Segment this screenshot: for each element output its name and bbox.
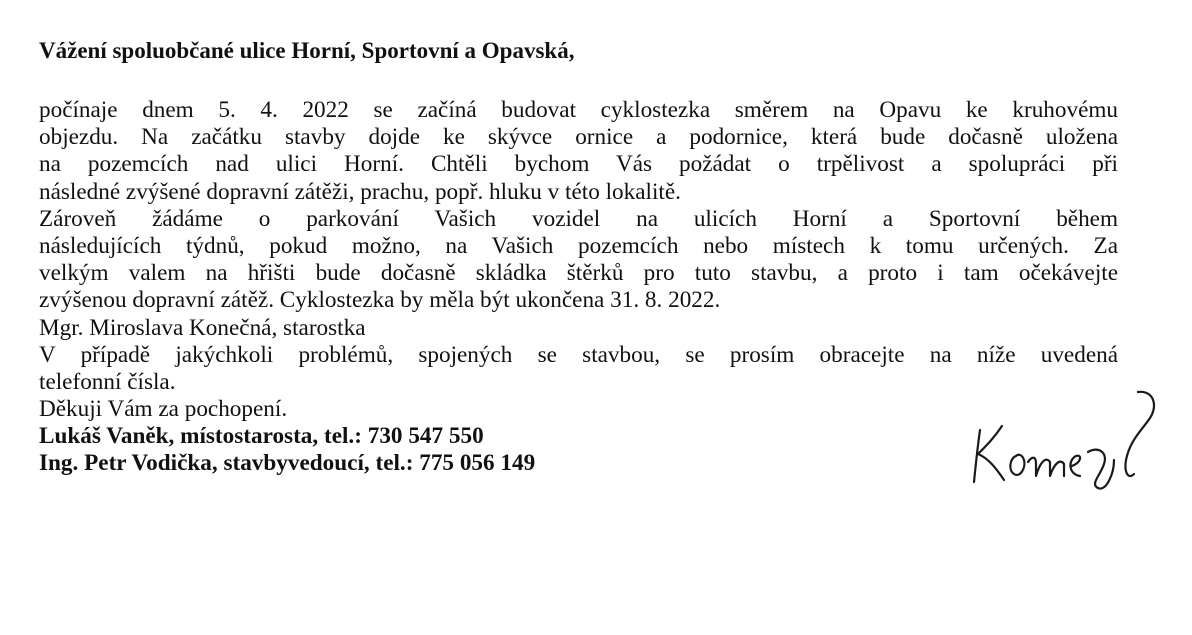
body-line: telefonní čísla. xyxy=(39,368,176,395)
letter-greeting: Vážení spoluobčané ulice Horní, Sportovní a Opavská, xyxy=(39,38,575,63)
mayor-signature-line: Mgr. Miroslava Konečná, starostka xyxy=(39,314,366,341)
handwritten-signature xyxy=(958,382,1178,502)
body-line: počínaje dnem 5. 4. 2022 se začíná budovat cyklostezka směrem na Opavu ke kruhovému xyxy=(39,97,1118,123)
letter-body xyxy=(39,97,1118,478)
thanks-line: Děkuji Vám za pochopení. xyxy=(39,396,288,423)
body-line: následné zvýšené dopravní zátěži, prachu, popř. hluku v této lokalitě. xyxy=(39,178,681,205)
body-line: objezdu. Na začátku stavby dojde ke skývce ornice a podornice, která bude dočasně uložena xyxy=(39,124,1118,151)
body-line: na pozemcích nad ulici Horní. Chtěli bychom Vás požádat o trpělivost a spolupráci při xyxy=(39,151,1118,178)
body-line: velkým valem na hřišti bude dočasně skládka štěrků pro tuto stavbu, a proto i tam očekávejte xyxy=(39,260,1118,287)
body-line: Zároveň žádáme o parkování Vašich vozidel na ulicích Horní a Sportovní během xyxy=(39,205,1118,232)
body-line: zvýšenou dopravní zátěž. Cyklostezka by měla být ukončena 31. 8. 2022. xyxy=(39,287,721,314)
contact-line: Lukáš Vaněk, místostarosta, tel.: 730 547 550 xyxy=(39,423,484,450)
contact-line: Ing. Petr Vodička, stavbyvedoucí, tel.: 775 056 149 xyxy=(39,450,536,477)
body-line: následujících týdnů, pokud možno, na Vašich pozemcích nebo místech k tomu určených. Za xyxy=(39,232,1118,259)
body-line: V případě jakýchkoli problémů, spojených se stavbou, se prosím obracejte na níže uvedená xyxy=(39,341,1118,368)
